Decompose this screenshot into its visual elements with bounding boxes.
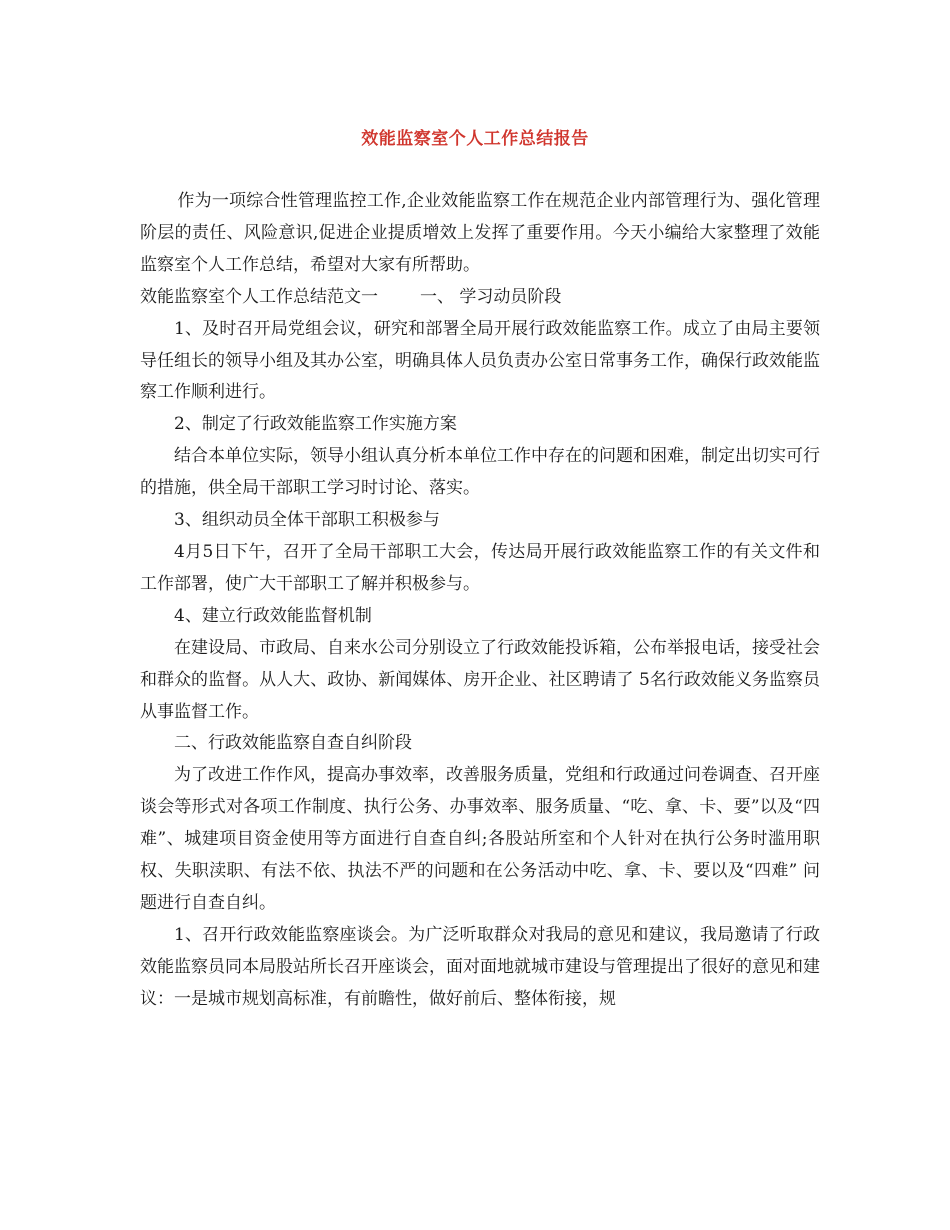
paragraph: 4月5日下午，召开了全局干部职工大会，传达局开展行政效能监察工作的有关文件和工作部署，使广大干部职工了解并积极参与。 (140, 541, 820, 594)
sample-heading-line (140, 282, 820, 314)
paragraph: 3、组织动员全体干部职工积极参与 (174, 510, 440, 531)
paragraph: 4、建立行政效能监督机制 (174, 605, 372, 626)
section-heading-study: 一、 学习动员阶段 (420, 286, 562, 307)
paragraph: 二、行政效能监察自查自纠阶段 (174, 733, 412, 754)
paragraph: 2、制定了行政效能监察工作实施方案 (174, 414, 457, 435)
paragraph: 结合本单位实际，领导小组认真分析本单位工作中存在的问题和困难，制定出切实可行的措施，供全局干部职工学习时讨论、落实。 (140, 446, 820, 499)
intro-paragraph: 作为一项综合性管理监控工作,企业效能监察工作在规范企业内部管理行为、强化管理阶层的责任、风险意识,促进企业提质增效上发挥了重要作用。今天小编给大家整理了效能监察室个人工作总结，希望对大家有所帮助。 (140, 191, 820, 275)
document-body (140, 186, 820, 1016)
paragraph: 在建设局、市政局、自来水公司分别设立了行政效能投诉箱，公布举报电话，接受社会和群众的监督。从人大、政协、新闻媒体、房开企业、社区聘请了 5名行政效能义务监察员从事监督工作。 (140, 637, 820, 722)
paragraph: 为了改进工作作风，提高办事效率，改善服务质量，党组和行政通过问卷调查、召开座谈会等形式对各项工作制度、执行公务、办事效率、服务质量、“吃、拿、卡、要”以及“四难”、城建项目资金使用等方面进行自查自纠;各股站所室和个人针对在执行公务时滥用职权、失职渎职、有法不依、执法不严的问题和在公务活动中吃、拿、卡、要以及“四难” 问题进行自查自纠。 (140, 765, 820, 913)
paragraph: 1、及时召开局党组会议，研究和部署全局开展行政效能监察工作。成立了由局主要领导任组长的领导小组及其办公室，明确具体人员负责办公室日常事务工作，确保行政效能监察工作顺利进行。 (140, 318, 820, 403)
sample-title: 效能监察室个人工作总结范文一 (140, 286, 378, 307)
document-title: 效能监察室个人工作总结报告 (361, 129, 589, 149)
paragraph: 1、召开行政效能监察座谈会。为广泛听取群众对我局的意见和建议，我局邀请了行政效能监察员同本局股站所长召开座谈会，面对面地就城市建设与管理提出了很好的意见和建议：一是城市规划高标准，有前瞻性，做好前后、整体衔接，规 (140, 924, 820, 1009)
